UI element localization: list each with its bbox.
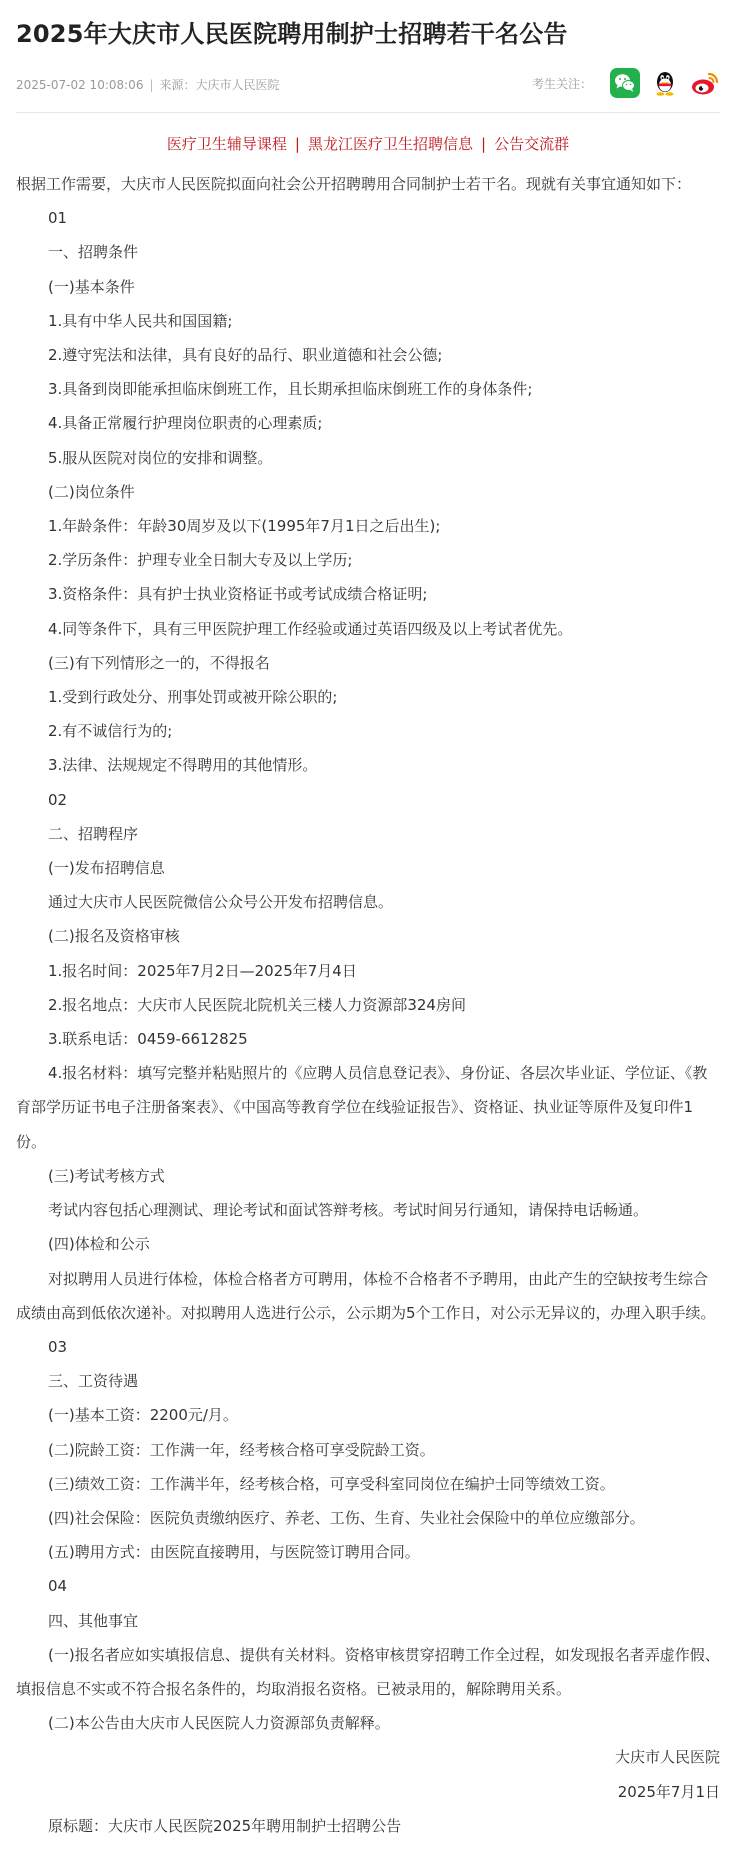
list-item: 5.服从医院对岗位的安排和调整。: [48, 448, 273, 467]
link-exchange-group[interactable]: 公告交流群: [494, 135, 570, 153]
body-text: 通过大庆市人民医院微信公众号公开发布招聘信息。: [48, 893, 394, 912]
page-title: 2025年大庆市人民医院聘用制护士招聘若干名公告: [16, 20, 568, 48]
subsection-heading: (一)发布招聘信息: [48, 859, 165, 878]
list-item: 4.报名材料：填写完整并粘贴照片的《应聘人员信息登记表》、身份证、各层次毕业证、学位证、《教育部学历证书电子注册备案表》、《中国高等教育学位在线验证报告》、资格证、执业证等原件及复印件1份。: [16, 1064, 708, 1151]
section-heading: 一、招聘条件: [48, 243, 139, 262]
list-item: 2.有不诚信行为的;: [48, 722, 173, 741]
subsection-heading: (三)有下列情形之一的，不得报名: [48, 653, 270, 672]
list-item: (五)聘用方式：由医院直接聘用，与医院签订聘用合同。: [48, 1543, 420, 1562]
article-meta: [16, 54, 720, 113]
list-item: 1.报名时间：2025年7月2日—2025年7月4日: [48, 961, 357, 980]
list-item: 2.遵守宪法和法律，具有良好的品行、职业道德和社会公德;: [48, 346, 443, 365]
list-item: 2.学历条件：护理专业全日制大专及以上学历;: [48, 551, 353, 570]
list-item: 4.具备正常履行护理岗位职责的心理素质;: [48, 414, 323, 433]
qq-icon[interactable]: [650, 68, 680, 98]
section-number: 04: [48, 1577, 68, 1596]
meta-separator: |: [149, 78, 154, 92]
section-heading: 四、其他事宜: [48, 1611, 139, 1630]
link-separator: |: [481, 135, 487, 153]
list-item: 4.同等条件下，具有三甲医院护理工作经验或通过英语四级及以上考试者优先。: [48, 619, 573, 638]
related-links: [16, 125, 720, 163]
wechat-icon[interactable]: [610, 68, 640, 98]
list-item: (二)院龄工资：工作满一年，经考核合格可享受院龄工资。: [48, 1440, 435, 1459]
list-item: 2.报名地点：大庆市人民医院北院机关三楼人力资源部324房间: [48, 995, 466, 1014]
list-item: 1.具有中华人民共和国国籍;: [48, 311, 233, 330]
link-medical-courses[interactable]: 医疗卫生辅导课程: [166, 135, 287, 153]
original-title: 原标题：大庆市人民医院2025年聘用制护士招聘公告: [48, 1816, 402, 1835]
follow-label: 考生关注：: [531, 76, 592, 91]
intro-paragraph: 根据工作需要，大庆市人民医院拟面向社会公开招聘聘用合同制护士若干名。现就有关事宜通知如下：: [16, 175, 692, 193]
link-heilongjiang-recruitment[interactable]: 黑龙江医疗卫生招聘信息: [307, 135, 473, 153]
list-item: 3.具备到岗即能承担临床倒班工作，且长期承担临床倒班工作的身体条件;: [48, 380, 533, 399]
social-follow: [532, 66, 720, 100]
section-heading: 三、工资待遇: [48, 1372, 139, 1391]
subsection-heading: (一)基本条件: [48, 277, 135, 296]
list-item: 3.法律、法规规定不得聘用的其他情形。: [48, 756, 318, 775]
subsection-heading: (三)考试考核方式: [48, 1166, 165, 1185]
signature-organization: 大庆市人民医院: [614, 1748, 720, 1767]
publish-date: 2025-07-02 10:08:06: [16, 78, 144, 92]
article-body: [16, 167, 720, 1809]
list-item: (一)报名者应如实填报信息、提供有关材料。资格审核贯穿招聘工作全过程，如发现报名者弄虚作假、填报信息不实或不符合报名条件的，均取消报名资格。已被录用的，解除聘用关系。: [16, 1645, 720, 1698]
list-item: 3.联系电话：0459-6612825: [48, 1030, 248, 1049]
list-item: 1.受到行政处分、刑事处罚或被开除公职的;: [48, 688, 338, 707]
meta-left: [16, 74, 280, 96]
signature-date: 2025年7月1日: [617, 1782, 720, 1801]
section-number: 01: [48, 209, 68, 228]
list-item: (四)社会保险：医院负责缴纳医疗、养老、工伤、生育、失业社会保险中的单位应缴部分。: [48, 1508, 645, 1527]
list-item: (三)绩效工资：工作满半年，经考核合格，可享受科室同岗位在编护士同等绩效工资。: [48, 1474, 615, 1493]
article-container: [16, 0, 720, 1843]
list-item: (二)本公告由大庆市人民医院人力资源部负责解释。: [48, 1714, 390, 1733]
subsection-heading: (二)报名及资格审核: [48, 927, 180, 946]
section-heading: 二、招聘程序: [48, 824, 139, 843]
article-source: 来源：大庆市人民医院: [159, 78, 280, 92]
section-number: 02: [48, 790, 68, 809]
link-separator: |: [294, 135, 300, 153]
body-text: 考试内容包括心理测试、理论考试和面试答辩考核。考试时间另行通知，请保持电话畅通。: [48, 1201, 649, 1220]
list-item: (一)基本工资：2200元/月。: [48, 1406, 238, 1425]
subsection-heading: (二)岗位条件: [48, 482, 135, 501]
list-item: 3.资格条件：具有护士执业资格证书或考试成绩合格证明;: [48, 585, 428, 604]
weibo-icon[interactable]: [690, 68, 720, 98]
list-item: 1.年龄条件：年龄30周岁及以下(1995年7月1日之后出生);: [48, 517, 441, 536]
section-number: 03: [48, 1337, 68, 1356]
subsection-heading: (四)体检和公示: [48, 1235, 150, 1254]
body-text: 对拟聘用人员进行体检，体检合格者方可聘用，体检不合格者不予聘用，由此产生的空缺按考生综合成绩由高到低依次递补。对拟聘用人选进行公示，公示期为5个工作日，对公示无异议的，办理入职手续。: [16, 1269, 716, 1322]
